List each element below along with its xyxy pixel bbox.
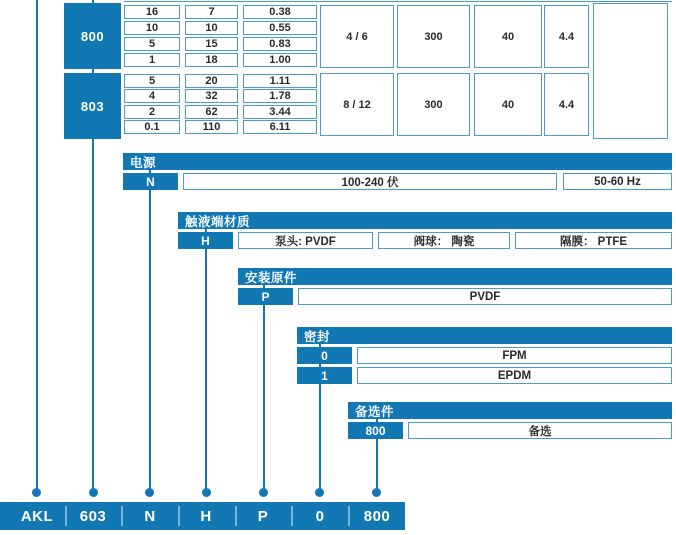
connector-line-install <box>263 285 265 493</box>
connector-dot <box>202 488 211 497</box>
merged-cell: 300 <box>397 5 470 68</box>
connector-dot <box>315 488 324 497</box>
capacity-cell: 0.83 <box>243 37 317 51</box>
capacity-cell: 4 <box>124 89 180 103</box>
capacity-cell: 0.1 <box>124 120 180 134</box>
merged-cell: 40 <box>474 73 542 136</box>
segment-divider <box>178 506 180 526</box>
merged-cell: 8 / 12 <box>320 73 394 136</box>
section-title-power: 电源 <box>123 153 672 170</box>
merged-cell: 300 <box>397 73 470 136</box>
capacity-cell: 10 <box>185 21 238 35</box>
section-title-options: 备选件 <box>348 402 672 419</box>
value-cell-pump-head: 泵头: PVDF <box>238 232 373 249</box>
capacity-cell: 1.00 <box>243 53 317 67</box>
connector-dot <box>145 488 154 497</box>
code-box-options: 800 <box>348 422 403 439</box>
segment-divider <box>348 506 350 526</box>
capacity-cell: 1 <box>124 53 180 67</box>
code-box-power: N <box>123 173 178 190</box>
capacity-cell: 2 <box>124 105 180 119</box>
code-box-material: H <box>178 232 233 249</box>
segment-divider <box>121 506 123 526</box>
order-code-segment: N <box>144 507 156 525</box>
capacity-cell: 7 <box>185 5 238 19</box>
connector-line-material <box>205 229 207 493</box>
capacity-cell: 0.55 <box>243 21 317 35</box>
capacity-cell: 0.38 <box>243 5 317 19</box>
value-cell-voltage: 100-240 伏 <box>183 173 557 190</box>
order-code-segment: P <box>257 507 269 525</box>
segment-divider <box>65 506 67 526</box>
capacity-cell: 16 <box>124 5 180 19</box>
connector-line-power <box>149 170 151 493</box>
code-box-seal-0: 0 <box>297 347 352 364</box>
connector-dot <box>32 488 41 497</box>
capacity-cell: 6.11 <box>243 120 317 134</box>
connector-dot <box>259 488 268 497</box>
order-code-segment: 800 <box>363 507 391 525</box>
value-cell-installation: PVDF <box>298 288 672 305</box>
capacity-cell: 10 <box>124 21 180 35</box>
order-code-bar <box>0 502 405 530</box>
capacity-cell: 18 <box>185 53 238 67</box>
capacity-cell: 110 <box>185 120 238 134</box>
order-code-segment: 603 <box>79 507 107 525</box>
code-box-seal-1: 1 <box>297 367 352 384</box>
value-cell-seal-fpm: FPM <box>357 347 672 364</box>
section-title-wetted-material: 触液端材质 <box>178 212 672 229</box>
capacity-cell: 32 <box>185 89 238 103</box>
capacity-cell: 5 <box>124 37 180 51</box>
value-cell-frequency: 50-60 Hz <box>563 173 672 190</box>
code-box-installation: P <box>238 288 293 305</box>
capacity-cell: 62 <box>185 105 238 119</box>
capacity-cell: 3.44 <box>243 105 317 119</box>
value-cell-valve-ball: 阀球： 陶瓷 <box>378 232 510 249</box>
merged-cell: 4 / 6 <box>320 5 394 68</box>
empty-tall-cell <box>593 3 668 139</box>
order-code-segment: 0 <box>315 507 325 525</box>
connector-dot <box>372 488 381 497</box>
value-cell-seal-epdm: EPDM <box>357 367 672 384</box>
merged-cell: 4.4 <box>544 5 589 68</box>
capacity-cell: 1.11 <box>243 74 317 88</box>
merged-cell: 40 <box>474 5 542 68</box>
segment-divider <box>291 506 293 526</box>
capacity-cell: 15 <box>185 37 238 51</box>
segment-divider <box>235 506 237 526</box>
model-code-800: 800 <box>64 3 121 69</box>
order-code-segment: H <box>200 507 212 525</box>
value-cell-diaphragm: 隔膜： PTFE <box>515 232 672 249</box>
table-top-cutoff-border <box>124 1 672 2</box>
section-title-installation: 安装原件 <box>238 268 672 285</box>
connector-dot <box>89 488 98 497</box>
merged-cell: 4.4 <box>544 73 589 136</box>
order-code-segment: AKL <box>20 507 54 525</box>
model-code-803: 803 <box>64 73 121 139</box>
capacity-cell: 5 <box>124 74 180 88</box>
value-cell-options: 备选 <box>408 422 672 439</box>
capacity-cell: 1.78 <box>243 89 317 103</box>
capacity-cell: 20 <box>185 74 238 88</box>
section-title-seal: 密封 <box>297 327 672 344</box>
connector-line-akl <box>36 0 38 493</box>
